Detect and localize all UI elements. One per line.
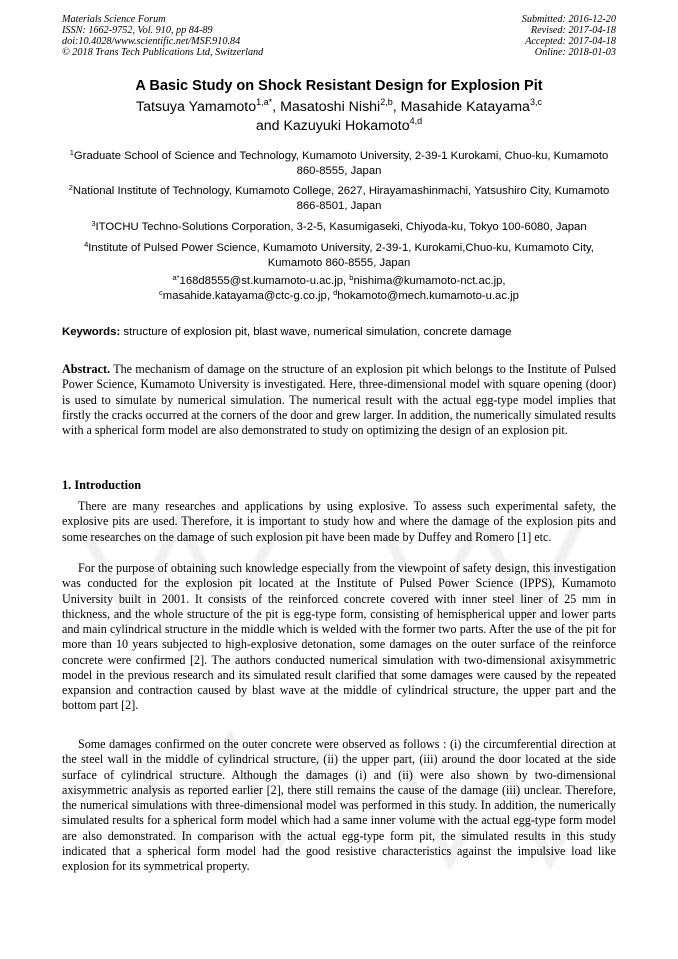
author-superscript: 1,a*: [256, 97, 273, 107]
doi: doi:10.4028/www.scientific.net/MSF.910.84: [62, 35, 241, 47]
paragraph-1: There are many researches and applications by using explosive. To assess such experimental safety, the explosive pits are used. Therefore, it is important to study how and where the damage of the explosion pits and some researches on the damage of such explosion pit have been made by Duffey and Romero [1] etc.: [62, 499, 616, 544]
affiliation-text: ITOCHU Techno-Solutions Corporation, 3-2-5, Kasumigaseki, Chiyoda-ku, Tokyo 100-6080, Japan: [95, 221, 587, 233]
affiliation-number: 3: [91, 219, 96, 228]
section-heading: [62, 478, 141, 493]
issn: ISSN: 1662-9752, Vol. 910, pp 84-89: [62, 24, 213, 36]
section-title: Introduction: [74, 478, 142, 492]
affiliation-1: [62, 149, 616, 178]
affiliation-text: Graduate School of Science and Technology, Kumamoto University, 2-39-1 Kurokami, Chuo-ku, Kumamoto 860-8555, Japan: [73, 150, 609, 177]
author-superscript: 2,b: [380, 97, 393, 107]
affiliation-number: 1: [69, 148, 74, 157]
paragraph-3: Some damages confirmed on the outer concrete were observed as follows : (i) the circumferential direction at the steel wall in the middle of cylindrical structure, (ii) the upper part, (iii) around the door located at the side surface of cylindrical structure. Although the damages (i) and (ii) were also shown by two-dimensional axisymmetric analysis as reported earlier [2], there still remains the cause of the damage (iii) unclear. Therefore, the numerical simulations with three-dimensional model was performed in this study. In addition, the numerically simulated results for a spherical form model which had a same inner volume with the actual egg-type form model are also demonstrated. In comparison with the actual egg-type form pit, the simulated results in this study indicated that a spherical form model had the good resistive characteristics against the impulsive load like explosion for its symmetrical property.: [62, 737, 616, 873]
author-name: Tatsuya Yamamoto: [136, 99, 257, 115]
revised-date: Revised: 2017-04-18: [530, 24, 616, 36]
email-link[interactable]: hokamoto@mech.kumamoto-u.ac.jp: [337, 290, 519, 302]
keywords-label: Keywords:: [62, 326, 121, 338]
abstract-text: The mechanism of damage on the structure of an explosion pit which belongs to the Institute of Pulsed Power Science, Kumamoto University is investigated. Here, three-dimensional model with square opening (door) is used to simulate by numerical simulation. The numerical result with the actual egg-type model implies that firstly the cracks occurred at the corners of the door and grew larger. In addition, the numerically simulated results with a spherical form model are also demonstrated to study on optimizing the design of an explosion pit.: [62, 362, 616, 438]
email-superscript: b: [349, 273, 354, 282]
submitted-date: Submitted: 2016-12-20: [521, 14, 616, 25]
author-line-2: [62, 117, 616, 136]
email-line-2: [62, 289, 616, 304]
abstract: [62, 362, 616, 438]
keywords-text: structure of explosion pit, blast wave, numerical simulation, concrete damage: [120, 326, 512, 338]
affiliation-text: National Institute of Technology, Kumamoto College, 2627, Hirayamashinmachi, Yatsushiro City, Kumamoto 866-8501, Japan: [72, 185, 610, 212]
author-separator: ,: [272, 99, 281, 115]
author-name: Masahide Katayama: [400, 99, 530, 115]
affiliation-3: [62, 220, 616, 235]
affiliation-number: 2: [68, 183, 73, 192]
author-name: and Kazuyuki Hokamoto: [255, 118, 410, 134]
affiliation-2: [62, 184, 616, 213]
online-date: Online: 2018-01-03: [534, 46, 616, 58]
email-superscript: d: [333, 288, 338, 297]
email-link[interactable]: nishima@kumamoto-nct.ac.jp,: [353, 275, 506, 287]
author-superscript: 3,c: [529, 97, 542, 107]
accepted-date: Accepted: 2017-04-18: [525, 35, 616, 47]
journal-name: Materials Science Forum: [62, 14, 166, 25]
affiliation-text: Institute of Pulsed Power Science, Kumamoto University, 2-39-1, Kurokami,Chuo-ku, Kumamoto City, Kumamoto 860-8555, Japan: [88, 242, 594, 269]
author-list: [62, 98, 616, 136]
email-line-1: [62, 274, 616, 289]
journal-info: [62, 15, 263, 59]
email-list: [62, 274, 616, 304]
email-link[interactable]: 168d8555@st.kumamoto-u.ac.jp,: [179, 275, 350, 287]
section-number: 1.: [62, 478, 72, 492]
email-superscript: c: [159, 288, 163, 297]
email-superscript: a*: [172, 273, 180, 282]
copyright: © 2018 Trans Tech Publications Ltd, Switzerland: [62, 46, 264, 58]
author-superscript: 4,d: [409, 116, 423, 126]
paragraph-2: For the purpose of obtaining such knowledge especially from the viewpoint of safety design, this investigation was conducted for the explosion pit located at the Institute of Pulsed Power Science (IPPS), Kumamoto University built in 2001. It consists of the reinforced concrete covered with inner steel liner of 25 mm in thickness, and the whole structure of the pit is egg-type form, consisting of hemispherical upper and lower parts and main cylindrical structure in the middle which is welded with the former two parts. After the use of the pit for more than 10 years subjected to high-explosive detonation, some damages on the outer surface of the reinforce concrete were confirmed [2]. The authors conducted numerical simulation with two-dimensional axisymmetric model in the previous research and its simulated result clarified that some damages were caused by the repeated expansion and contraction caused by blast wave at the middle of cylindrical structure, the upper part and the bottom part [2].: [62, 561, 616, 713]
author-separator: ,: [392, 99, 401, 115]
email-link[interactable]: masahide.katayama@ctc-g.co.jp,: [162, 290, 334, 302]
keywords: [62, 325, 616, 340]
paper-title: A Basic Study on Shock Resistant Design for Explosion Pit: [135, 78, 543, 94]
publication-dates: [522, 15, 616, 59]
author-line-1: [62, 98, 616, 117]
affiliation-4: [62, 241, 616, 270]
abstract-label: Abstract.: [62, 362, 111, 376]
affiliation-number: 4: [84, 240, 89, 249]
author-name: Masatoshi Nishi: [280, 99, 381, 115]
